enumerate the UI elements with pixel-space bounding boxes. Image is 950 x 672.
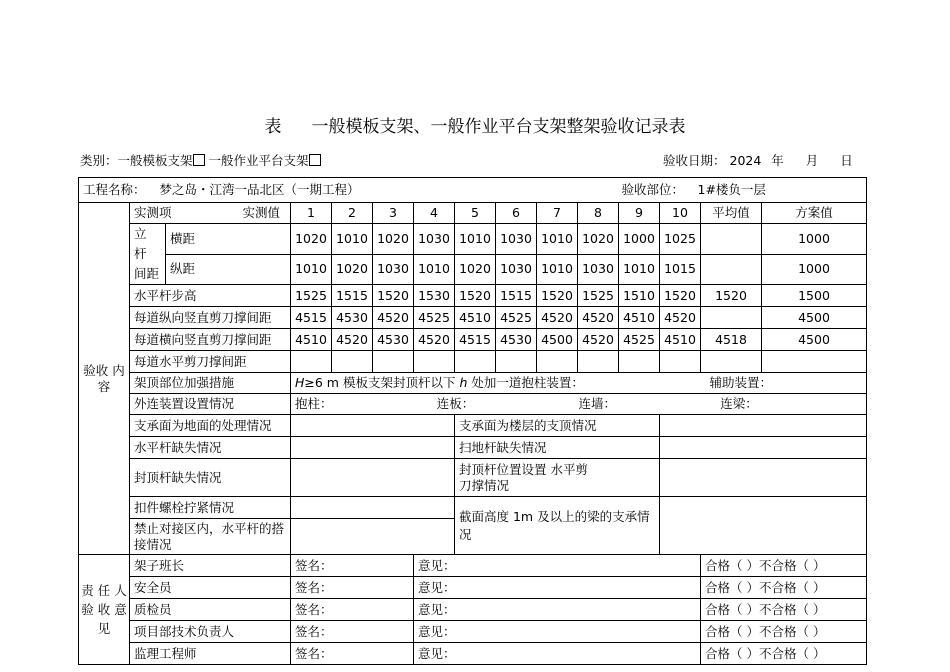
value-cell: 1030: [496, 254, 537, 285]
value-cell: 4530: [496, 329, 537, 351]
col-header: 4: [414, 203, 455, 224]
value-cell: 4520: [578, 307, 619, 329]
value-cell: 4520: [537, 307, 578, 329]
value-cell: 4515: [291, 307, 332, 329]
check-value: [660, 497, 867, 555]
value-cell: [578, 351, 619, 373]
value-cell: 1020: [291, 224, 332, 255]
checkbox-platform[interactable]: [309, 154, 321, 166]
value-cell: 1525: [578, 285, 619, 307]
opinion-field[interactable]: 意见：: [414, 599, 701, 621]
value-cell: 1010: [537, 254, 578, 285]
value-cell: 1520: [660, 285, 701, 307]
check-value: [291, 497, 455, 519]
value-cell: 1030: [414, 224, 455, 255]
avg-cell: [701, 307, 762, 329]
value-cell: 1020: [578, 224, 619, 255]
plan-cell: 4500: [762, 307, 867, 329]
reinforce-text: H≥6 m 模板支架封顶杆以下 h 处加一道抱柱装置：: [295, 375, 584, 390]
opinion-field[interactable]: 意见：: [414, 643, 701, 665]
title-prefix: 表: [264, 117, 282, 137]
reinforce-row: [291, 373, 867, 394]
col-header: 9: [619, 203, 660, 224]
value-cell: 1000: [619, 224, 660, 255]
value-cell: [291, 351, 332, 373]
role-label: 项目部技术负责人: [130, 621, 291, 643]
avg-cell: 1520: [701, 285, 762, 307]
avg-header: 平均值: [701, 203, 762, 224]
value-cell: 4510: [619, 307, 660, 329]
day-unit: 日: [840, 153, 853, 168]
value-cell: 4525: [414, 307, 455, 329]
date-line: [663, 151, 853, 169]
value-cell: [455, 351, 496, 373]
col-header: 8: [578, 203, 619, 224]
value-cell: 1010: [619, 254, 660, 285]
plan-cell: 1000: [762, 224, 867, 255]
measure-header-cell: 实测项 实测值: [130, 203, 291, 224]
value-cell: [373, 351, 414, 373]
value-cell: 1020: [455, 254, 496, 285]
value-cell: 1510: [619, 285, 660, 307]
connect-row: [291, 394, 867, 415]
check-label: 支承面为楼层的支顶情况: [455, 415, 660, 437]
month-unit: 月: [805, 153, 819, 168]
category-option-template: 一般模板支架: [117, 153, 193, 168]
check-value: [291, 415, 455, 437]
spacing-group-label: 立 杆 间距: [130, 224, 166, 285]
acceptance-table: [78, 177, 867, 665]
check-label: 禁止对接区内，水平杆的搭接情况: [130, 519, 291, 555]
value-cell: 4510: [291, 329, 332, 351]
check-value: [291, 459, 455, 497]
check-label: 扫地杆缺失情况: [455, 437, 660, 459]
value-cell: 1010: [537, 224, 578, 255]
sign-field[interactable]: 签名：: [291, 555, 414, 577]
value-cell: 1520: [537, 285, 578, 307]
value-cell: 4515: [455, 329, 496, 351]
check-value: [660, 437, 867, 459]
value-cell: 1515: [496, 285, 537, 307]
check-label: 扣件螺栓拧紧情况: [130, 497, 291, 519]
result-field[interactable]: 合格（ ）不合格（ ）: [701, 555, 867, 577]
connect-label: 外连装置设置情况: [130, 394, 291, 415]
value-cell: [660, 351, 701, 373]
col-header: 10: [660, 203, 701, 224]
date-year: 2024: [729, 153, 762, 168]
value-cell: 4520: [414, 329, 455, 351]
value-cell: 4530: [373, 329, 414, 351]
value-cell: [496, 351, 537, 373]
row-label: 每道纵向竖直剪刀撑间距: [130, 307, 291, 329]
check-label: 封顶杆缺失情况: [130, 459, 291, 497]
value-cell: [332, 351, 373, 373]
avg-cell: [701, 351, 762, 373]
col-header: 6: [496, 203, 537, 224]
value-cell: 1030: [496, 224, 537, 255]
value-cell: 1520: [373, 285, 414, 307]
checkbox-template[interactable]: [193, 154, 205, 166]
sign-field[interactable]: 签名：: [291, 577, 414, 599]
connect-item: 抱柱：: [295, 396, 333, 411]
col-header: 7: [537, 203, 578, 224]
reinforce-label: 架顶部位加强措施: [130, 373, 291, 394]
col-header: 1: [291, 203, 332, 224]
opinion-field[interactable]: 意见：: [414, 555, 701, 577]
value-cell: 1010: [414, 254, 455, 285]
avg-cell: 4518: [701, 329, 762, 351]
responsible-label: 责 任 人 验 收 意 见: [79, 555, 130, 665]
value-cell: 1525: [291, 285, 332, 307]
category-option-platform: 一般作业平台支架: [208, 153, 309, 168]
role-label: 安全员: [130, 577, 291, 599]
category-line: [80, 151, 325, 169]
value-cell: 1520: [455, 285, 496, 307]
value-cell: [537, 351, 578, 373]
connect-item: 连板：: [436, 396, 475, 411]
opinion-field[interactable]: 意见：: [414, 621, 701, 643]
title-text: 一般模板支架、一般作业平台支架整架验收记录表: [311, 117, 686, 137]
value-cell: 1010: [332, 224, 373, 255]
project-row: [79, 178, 867, 203]
project-name-label: 工程名称：: [83, 182, 146, 197]
row-label: 水平杆步高: [130, 285, 291, 307]
value-cell: 1025: [660, 224, 701, 255]
project-name: 梦之岛・江湾一品北区（一期工程）: [159, 182, 360, 197]
sign-field[interactable]: 签名：: [291, 621, 414, 643]
check-value: [291, 519, 455, 555]
result-field[interactable]: 合格（ ）不合格（ ）: [701, 599, 867, 621]
result-field[interactable]: 合格（ ）不合格（ ）: [701, 621, 867, 643]
check-label: 水平杆缺失情况: [130, 437, 291, 459]
value-cell: 1020: [373, 224, 414, 255]
check-label: 支承面为地面的处理情况: [130, 415, 291, 437]
value-cell: 1010: [291, 254, 332, 285]
sign-field[interactable]: 签名：: [291, 643, 414, 665]
connect-item: 连梁：: [720, 396, 758, 411]
value-cell: 4520: [660, 307, 701, 329]
connect-item: 连墙：: [578, 396, 617, 411]
value-cell: 1530: [414, 285, 455, 307]
avg-cell: [701, 224, 762, 255]
plan-cell: 1000: [762, 254, 867, 285]
opinion-field[interactable]: 意见：: [414, 577, 701, 599]
value-cell: 4510: [455, 307, 496, 329]
value-cell: 4525: [619, 329, 660, 351]
result-field[interactable]: 合格（ ）不合格（ ）: [701, 577, 867, 599]
document-title: [0, 112, 950, 137]
section-label: 验收 内容: [79, 203, 130, 555]
check-value: [291, 437, 455, 459]
value-cell: 4500: [537, 329, 578, 351]
check-label: 封顶杆位置设置 水平剪刀撑情况: [455, 459, 660, 497]
role-label: 监理工程师: [130, 643, 291, 665]
value-cell: 1030: [578, 254, 619, 285]
row-label: 每道横向竖直剪刀撑间距: [130, 329, 291, 351]
part-label: 验收部位：: [621, 182, 685, 197]
category-label: 类别：: [80, 153, 118, 168]
year-unit: 年: [771, 153, 784, 168]
value-cell: 4525: [496, 307, 537, 329]
value-cell: [414, 351, 455, 373]
date-label: 验收日期：: [663, 153, 726, 168]
value-cell: 1515: [332, 285, 373, 307]
role-label: 架子班长: [130, 555, 291, 577]
row-label: 每道水平剪刀撑间距: [130, 351, 291, 373]
result-field[interactable]: 合格（ ）不合格（ ）: [701, 643, 867, 665]
part-value: 1#楼负一层: [697, 182, 766, 197]
value-cell: 4520: [332, 329, 373, 351]
aux-device: 辅助装置：: [709, 375, 773, 390]
plan-cell: 1500: [762, 285, 867, 307]
avg-cell: [701, 254, 762, 285]
value-cell: [619, 351, 660, 373]
value-cell: 4520: [578, 329, 619, 351]
col-header: 2: [332, 203, 373, 224]
check-label: 截面高度 1m 及以上的梁的支承情况: [455, 497, 660, 555]
value-cell: 4530: [332, 307, 373, 329]
plan-cell: [762, 351, 867, 373]
col-header: 3: [373, 203, 414, 224]
row-label: 横距: [166, 224, 291, 255]
row-label: 纵距: [166, 254, 291, 285]
role-label: 质检员: [130, 599, 291, 621]
col-header: 5: [455, 203, 496, 224]
value-cell: 1020: [332, 254, 373, 285]
sign-field[interactable]: 签名：: [291, 599, 414, 621]
value-cell: 4520: [373, 307, 414, 329]
plan-cell: 4500: [762, 329, 867, 351]
check-value: [660, 459, 867, 497]
check-value: [660, 415, 867, 437]
plan-header: 方案值: [762, 203, 867, 224]
value-cell: 1030: [373, 254, 414, 285]
value-cell: 4510: [660, 329, 701, 351]
value-cell: 1015: [660, 254, 701, 285]
value-cell: 1010: [455, 224, 496, 255]
